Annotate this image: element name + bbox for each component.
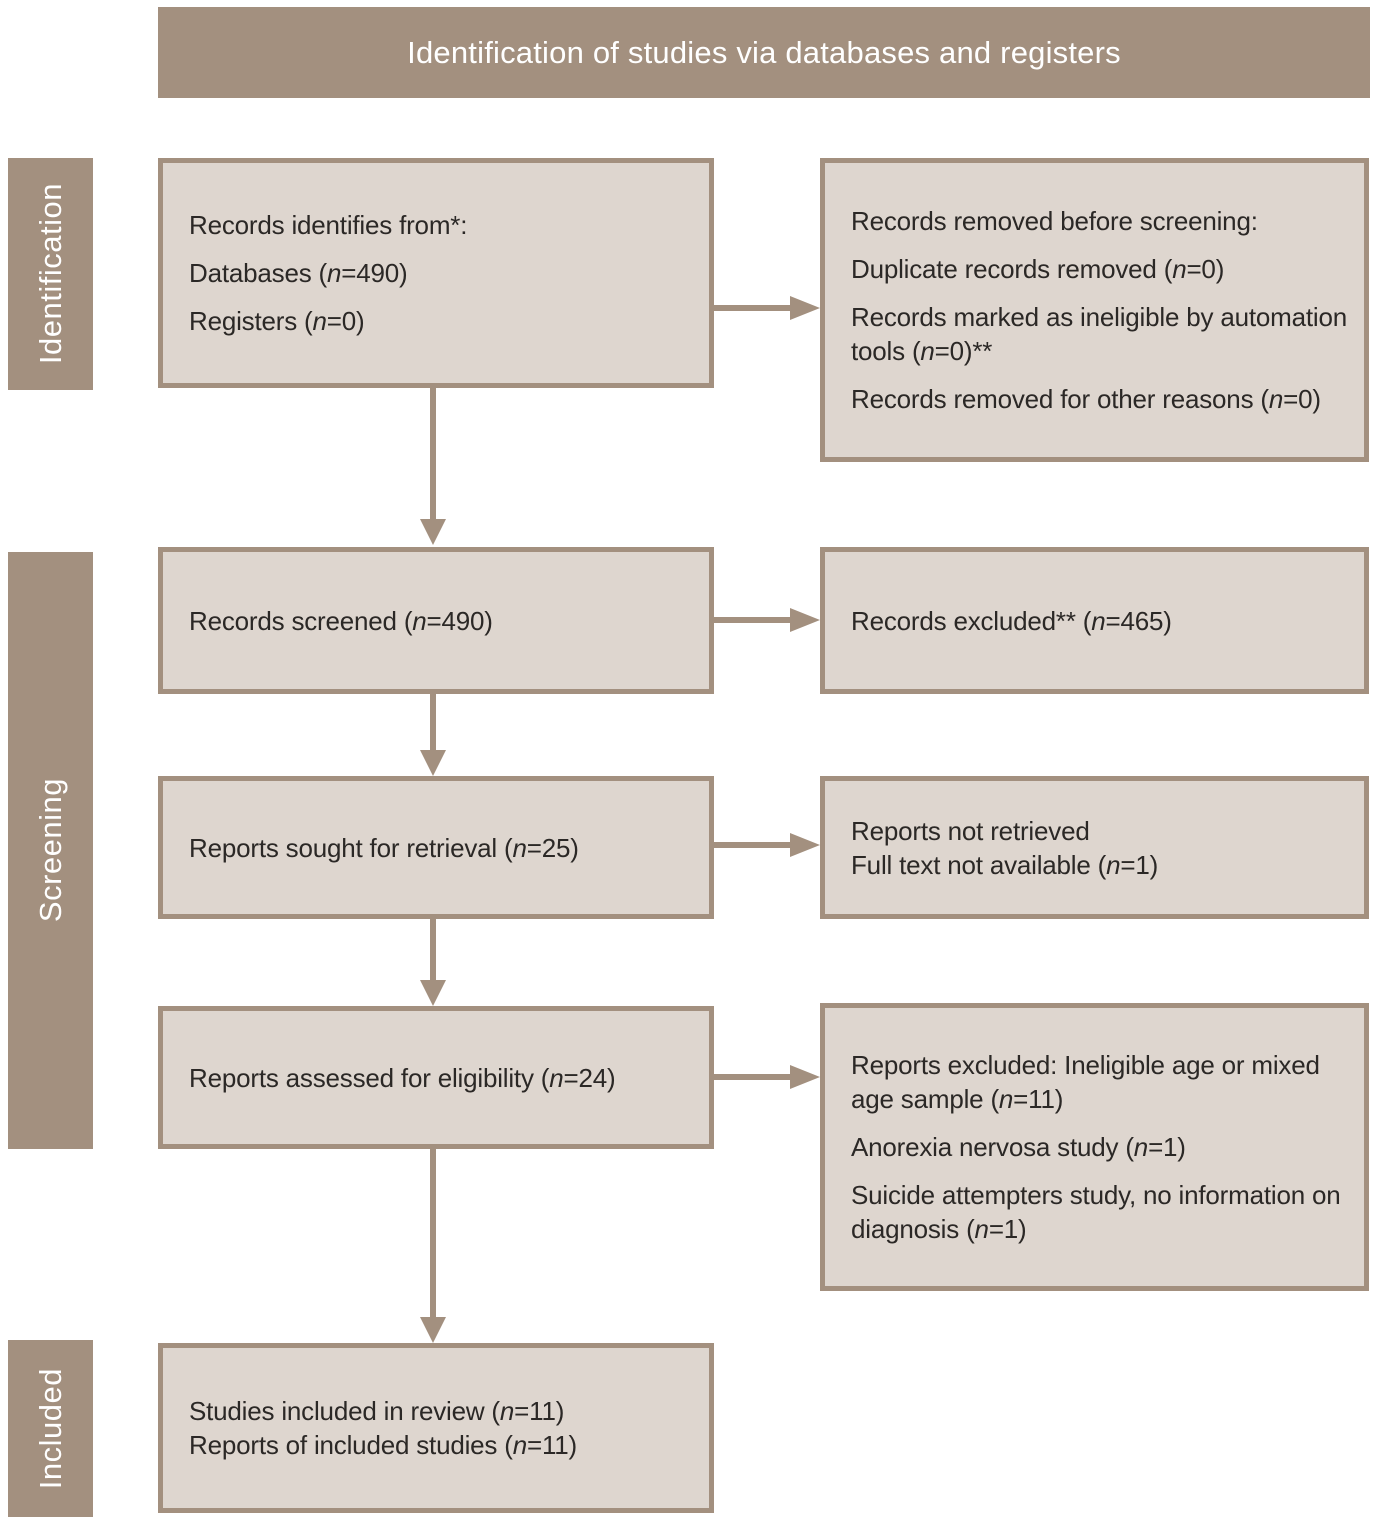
- arrow-down-icon: [420, 980, 446, 1006]
- box-text-line: Records excluded** (n=465): [851, 605, 1172, 636]
- box-text-line: Duplicate records removed (n=0): [851, 254, 1225, 284]
- arrow-stem: [712, 1074, 792, 1080]
- box-records-identified: [158, 158, 714, 388]
- arrow-stem: [430, 1149, 436, 1319]
- box-records-removed: [820, 158, 1369, 462]
- stage-label-included: Included: [32, 1367, 68, 1490]
- box-reports-assessed: [158, 1006, 714, 1149]
- arrow-screened-to-sought: [417, 694, 449, 776]
- box-text-line: Registers (n=0): [189, 306, 365, 336]
- arrow-stem: [430, 919, 436, 982]
- box-records-screened: [158, 547, 714, 694]
- box-text-line: Records identifies from*:: [189, 210, 468, 240]
- box-studies-included: [158, 1343, 714, 1513]
- box-text-line: Full text not available (n=1): [851, 849, 1159, 880]
- box-text-line: Reports assessed for eligibility (n=24): [189, 1062, 616, 1093]
- arrow-assessed-to-included: [417, 1149, 449, 1343]
- stage-bar-included: [8, 1340, 93, 1517]
- box-text-line: Records marked as ineligible by automation tools (n=0)**: [851, 302, 1347, 366]
- arrow-sought-to-not-retrieved: [712, 833, 820, 857]
- arrow-sought-to-assessed: [417, 919, 449, 1006]
- arrow-stem: [712, 842, 792, 848]
- box-text-line: Records screened (n=490): [189, 605, 493, 636]
- arrow-identified-to-screened: [417, 388, 449, 545]
- box-text-line: Records removed for other reasons (n=0): [851, 384, 1321, 414]
- box-text-line: Suicide attempters study, no information on diagnosis (n=1): [851, 1180, 1341, 1244]
- arrow-down-icon: [420, 1317, 446, 1343]
- box-text-line: Studies included in review (n=11): [189, 1396, 565, 1426]
- arrow-stem: [430, 694, 436, 752]
- stage-label-identification: Identification: [32, 183, 68, 365]
- arrow-down-icon: [420, 750, 446, 776]
- arrow-stem: [712, 617, 792, 623]
- box-text-line: Anorexia nervosa study (n=1): [851, 1132, 1186, 1162]
- box-text-line: Reports excluded: Ineligible age or mixed age sample (n=11): [851, 1050, 1320, 1114]
- box-text-line: Reports of included studies (n=11): [189, 1430, 578, 1460]
- box-reports-not-retrieved: [820, 776, 1369, 919]
- arrow-right-icon: [790, 296, 820, 320]
- stage-bar-identification: [8, 158, 93, 390]
- stage-bar-screening: [8, 552, 93, 1149]
- box-reports-sought: [158, 776, 714, 919]
- box-text-line: Records removed before screening:: [851, 206, 1258, 236]
- box-text-line: Reports sought for retrieval (n=25): [189, 832, 579, 863]
- arrow-down-icon: [420, 519, 446, 545]
- diagram-title: Identification of studies via databases and registers: [407, 34, 1121, 70]
- box-text-line: Reports not retrieved: [851, 815, 1090, 846]
- arrow-stem: [712, 305, 792, 311]
- box-records-excluded: [820, 547, 1369, 694]
- arrow-right-icon: [790, 608, 820, 632]
- arrow-identified-to-removed: [712, 296, 820, 320]
- arrow-assessed-to-excluded: [712, 1065, 820, 1089]
- diagram-title-bar: [158, 7, 1370, 98]
- box-reports-excluded: [820, 1003, 1369, 1291]
- arrow-right-icon: [790, 1065, 820, 1089]
- arrow-right-icon: [790, 833, 820, 857]
- stage-label-screening: Screening: [32, 778, 68, 923]
- arrow-screened-to-excluded: [712, 608, 820, 632]
- box-text-line: Databases (n=490): [189, 258, 408, 288]
- arrow-stem: [430, 388, 436, 521]
